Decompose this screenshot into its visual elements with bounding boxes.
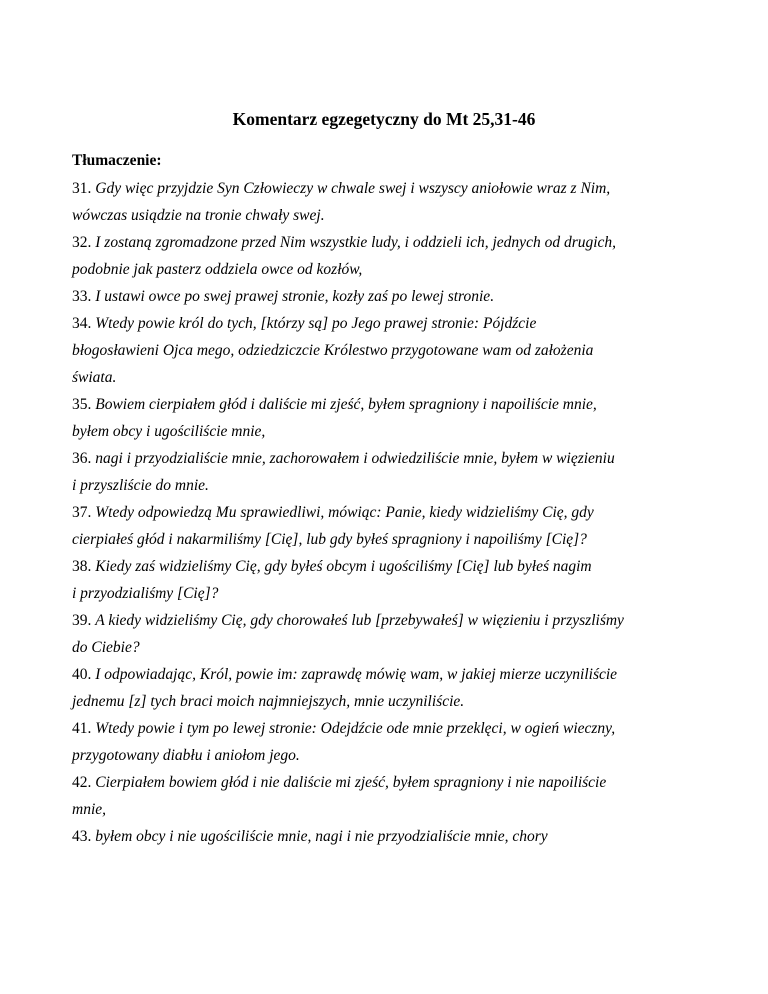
verse-number: 42. [72,774,92,791]
verse-text: wówczas usiądzie na tronie chwały swej. [72,207,325,224]
verse-line [72,580,702,607]
verse-line [72,661,702,688]
verse-line [72,256,702,283]
section-heading: Tłumaczenie: [72,152,162,169]
verse-number: 33. [72,288,92,305]
verse-number: 31. [72,180,92,197]
verse-line [72,688,702,715]
verse-text: i przyszliście do mnie. [72,477,209,494]
verse-text: I ustawi owce po swej prawej stronie, kozły zaś po lewej stronie. [95,288,495,305]
verse-text: Gdy więc przyjdzie Syn Człowieczy w chwale swej i wszyscy aniołowie wraz z Nim, [95,180,611,197]
verse-line [72,634,702,661]
verse-text: świata. [72,369,117,386]
verse-number: 41. [72,720,92,737]
verse-text: mnie, [72,801,107,818]
verse-text: przygotowany diabłu i aniołom jego. [72,747,300,764]
verse-line [72,445,702,472]
verse-line [72,310,702,337]
verse-number: 36. [72,450,92,467]
verse-text: błogosławieni Ojca mego, odziedziczcie Królestwo przygotowane wam od założenia [72,342,594,359]
verse-line [72,283,702,310]
verse-line [72,202,702,229]
verse-text: podobnie jak pasterz oddziela owce od kozłów, [72,261,363,278]
verse-line [72,472,702,499]
verse-text: byłem obcy i ugościliście mnie, [72,423,266,440]
verse-line [72,337,702,364]
verse-line [72,742,702,769]
verse-number: 43. [72,828,92,845]
verse-line [72,229,702,256]
verse-number: 37. [72,504,92,521]
verse-text: Kiedy zaś widzieliśmy Cię, gdy byłeś obcym i ugościliśmy [Cię] lub byłeś nagim [95,558,592,575]
verse-line [72,607,702,634]
verse-text: nagi i przyodzialiście mnie, zachorowałem i odwiedziliście mnie, byłem w więzieniu [95,450,615,467]
document-title: Komentarz egzegetyczny do Mt 25,31-46 [232,109,536,129]
verse-number: 34. [72,315,92,332]
verse-number: 39. [72,612,92,629]
verse-text: A kiedy widzieliśmy Cię, gdy chorowałeś lub [przebywałeś] w więzieniu i przyszliśmy [95,612,624,629]
verse-line [72,526,702,553]
verse-line [72,418,702,445]
verse-text: do Ciebie? [72,639,140,656]
verse-number: 40. [72,666,92,683]
verse-line [72,364,702,391]
verse-number: 38. [72,558,92,575]
verse-number: 32. [72,234,92,251]
verse-text: I odpowiadając, Król, powie im: zaprawdę mówię wam, w jakiej mierze uczyniliście [95,666,618,683]
verse-line [72,796,702,823]
verse-text: Cierpiałem bowiem głód i nie daliście mi zjeść, byłem spragniony i nie napoiliście [95,774,607,791]
verse-line [72,715,702,742]
verse-number: 35. [72,396,92,413]
verse-line [72,499,702,526]
verse-line [72,769,702,796]
verse-text: Wtedy powie król do tych, [którzy są] po Jego prawej stronie: Pójdźcie [95,315,537,332]
verse-list [72,175,702,850]
verse-line [72,823,702,850]
verse-text: Wtedy odpowiedzą Mu sprawiedliwi, mówiąc: Panie, kiedy widzieliśmy Cię, gdy [95,504,594,521]
verse-line [72,175,702,202]
verse-line [72,553,702,580]
verse-text: i przyodzialiśmy [Cię]? [72,585,219,602]
verse-text: cierpiałeś głód i nakarmiliśmy [Cię], lub gdy byłeś spragniony i napoiliśmy [Cię]? [72,531,587,548]
verse-text: byłem obcy i nie ugościliście mnie, nagi i nie przyodzialiście mnie, chory [95,828,548,845]
verse-text: I zostaną zgromadzone przed Nim wszystkie ludy, i oddzieli ich, jednych od drugich, [95,234,617,251]
verse-line [72,391,702,418]
verse-text: jednemu [z] tych braci moich najmniejszych, mnie uczyniliście. [72,693,465,710]
verse-text: Wtedy powie i tym po lewej stronie: Odejdźcie ode mnie przeklęci, w ogień wieczny, [95,720,616,737]
verse-text: Bowiem cierpiałem głód i daliście mi zjeść, byłem spragniony i napoiliście mnie, [95,396,597,413]
